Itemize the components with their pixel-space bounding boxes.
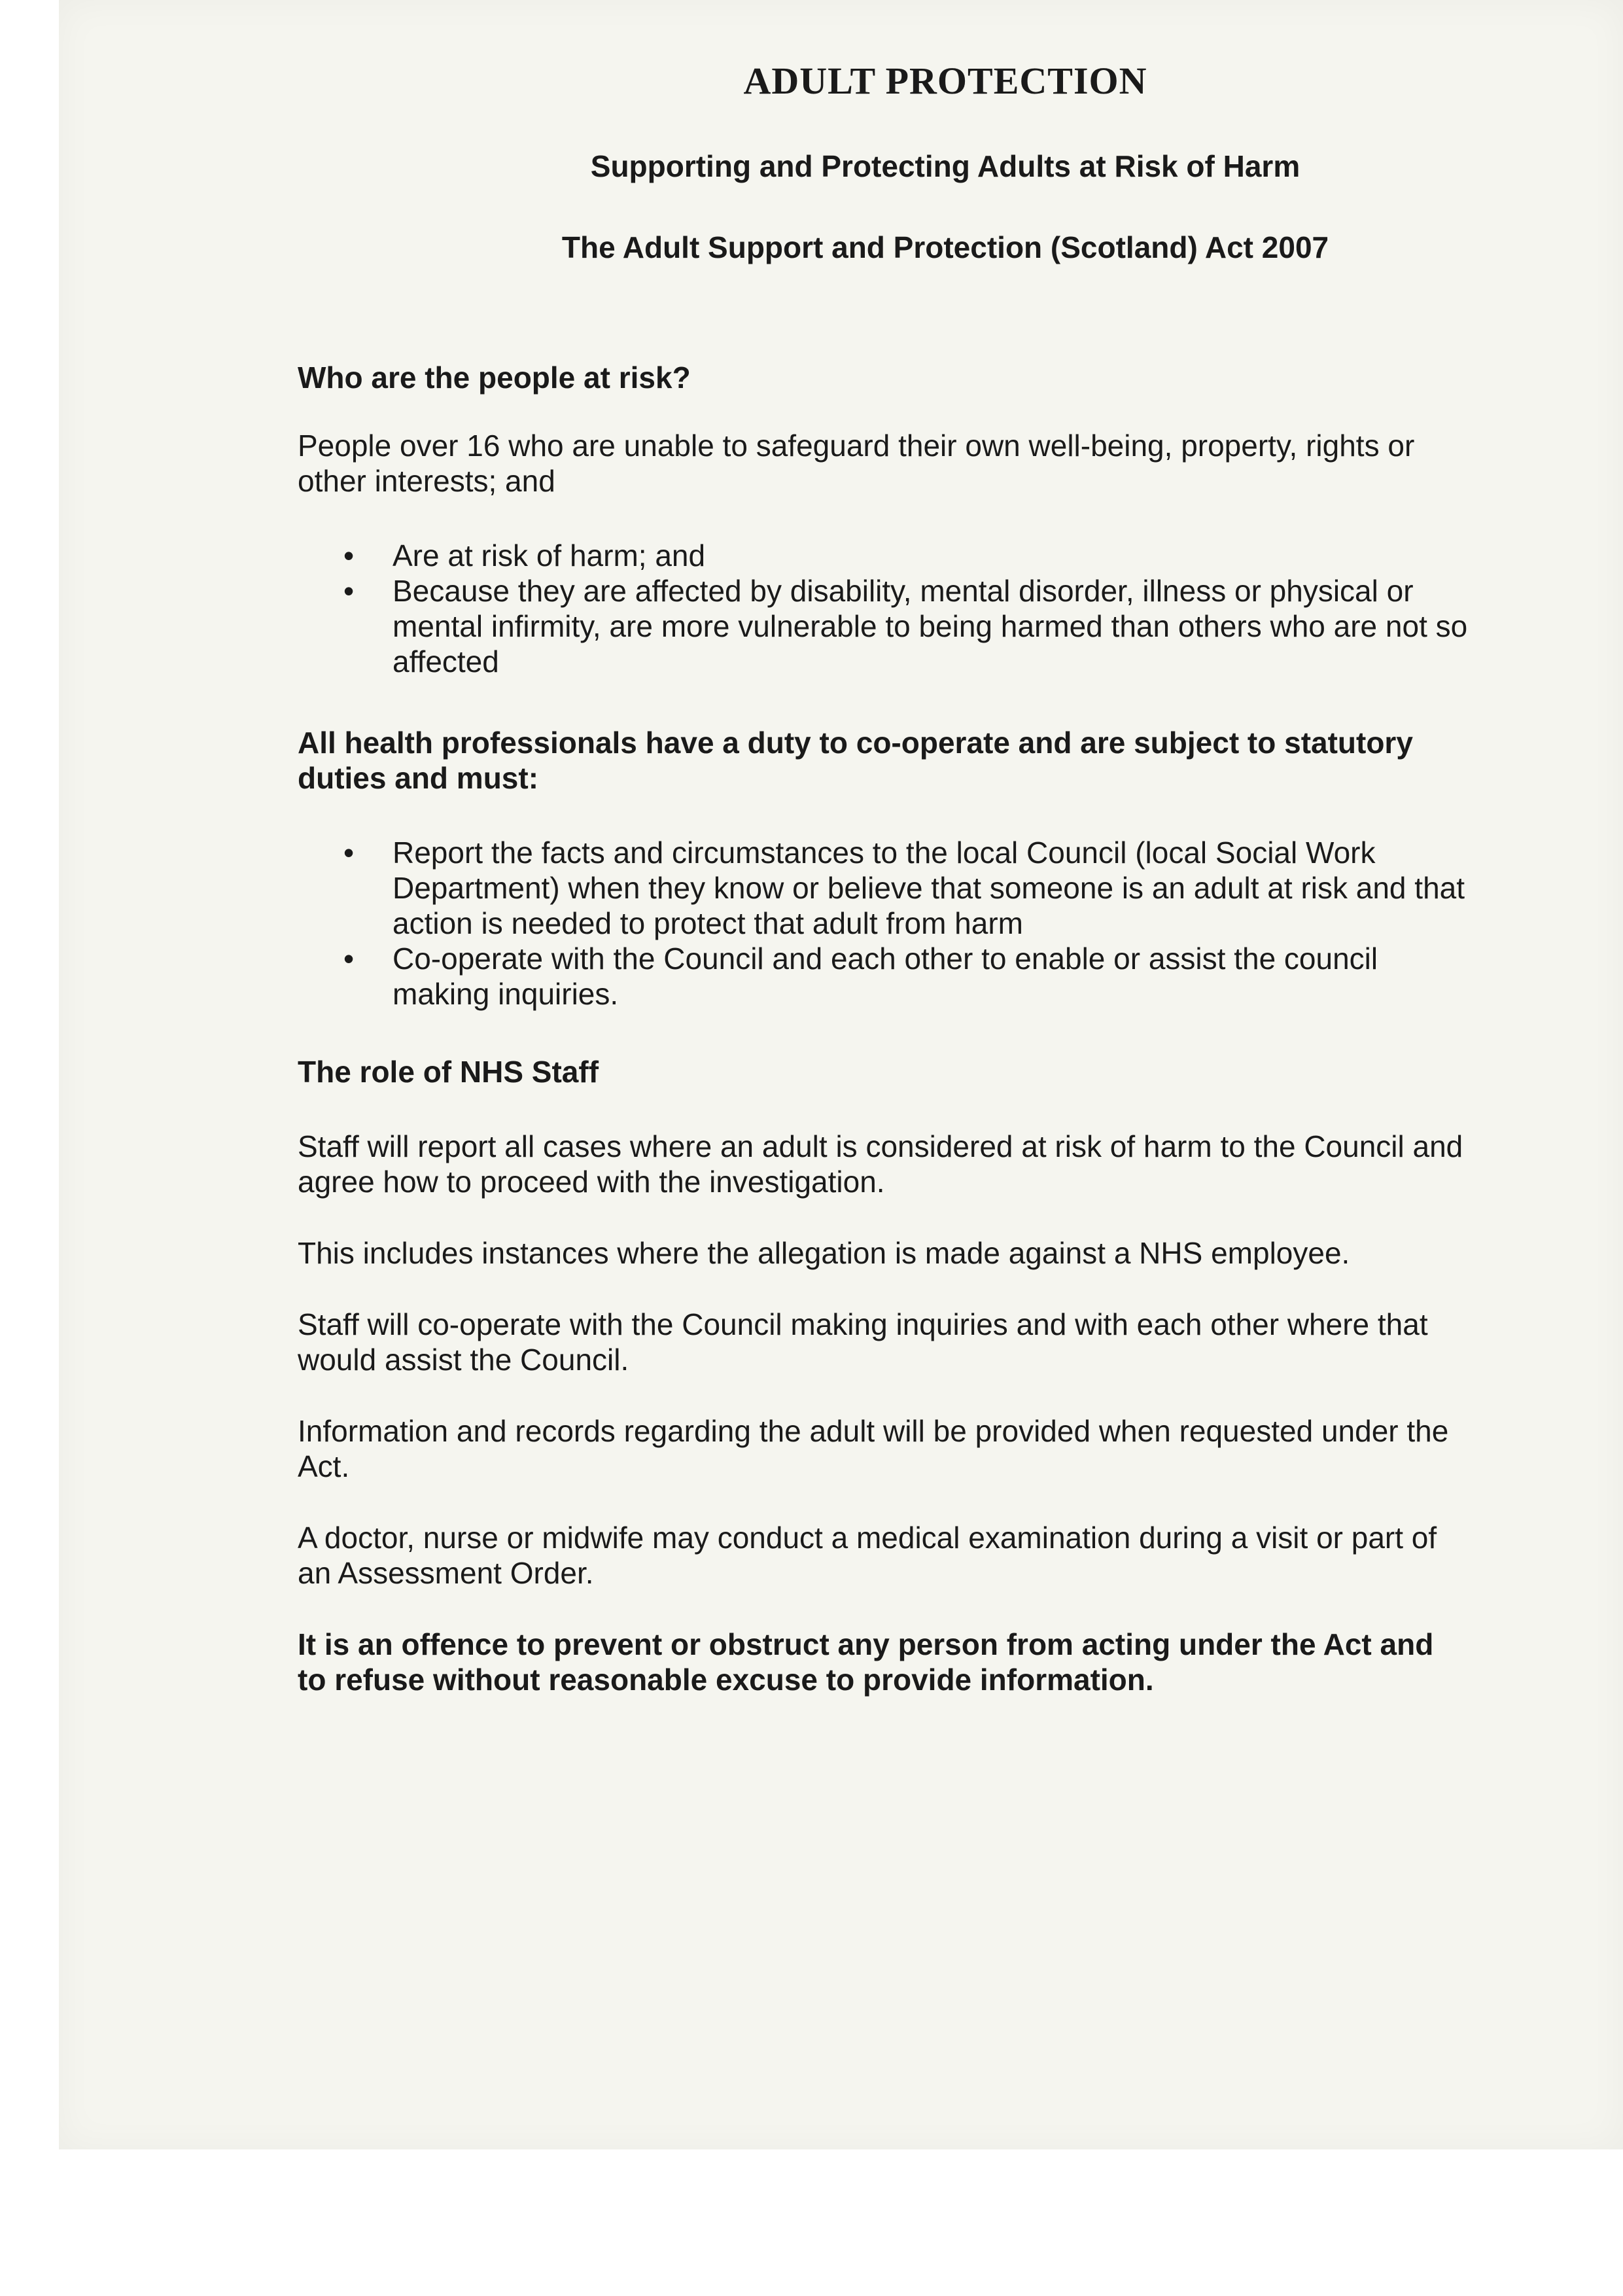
paragraph-role-3: Staff will co-operate with the Council making inquiries and with each other where that would assist the Council. xyxy=(298,1307,1428,1377)
paragraph-role-4: Information and records regarding the adult will be provided when requested under the Act. xyxy=(298,1414,1449,1483)
section-heading-duty: All health professionals have a duty to co-operate and are subject to statutory duties and must: xyxy=(298,726,1413,795)
page-subtitle: Supporting and Protecting Adults at Risk of Harm xyxy=(590,149,1300,183)
paragraph-who-intro: People over 16 who are unable to safeguard their own well-being, property, rights or other interests; and xyxy=(298,429,1415,498)
section-heading-who: Who are the people at risk? xyxy=(298,361,691,395)
section-heading-role: The role of NHS Staff xyxy=(298,1055,599,1089)
act-name: The Adult Support and Protection (Scotland) Act 2007 xyxy=(561,230,1329,264)
list-item: • Because they are affected by disability, mental disorder, illness or physical or mental infirmity, are more vulnerable to being harmed than others who are not so affected xyxy=(393,573,1469,679)
list-item: • Co-operate with the Council and each other to enable or assist the council making inquiries. xyxy=(393,941,1469,1012)
bullet-list-who xyxy=(298,538,1469,679)
paragraph-role-2: This includes instances where the allegation is made against a NHS employee. xyxy=(298,1236,1350,1270)
list-item: • Report the facts and circumstances to the local Council (local Social Work Department) when they know or believe that someone is an adult at risk and that action is needed to protect that adult from harm xyxy=(393,835,1469,941)
bullet-list-duty xyxy=(298,835,1469,1012)
document-body xyxy=(298,39,1469,1697)
list-item: • Are at risk of harm; and xyxy=(393,538,1469,573)
paragraph-role-1: Staff will report all cases where an adult is considered at risk of harm to the Council and agree how to proceed with the investigation. xyxy=(298,1129,1463,1199)
paragraph-role-5: A doctor, nurse or midwife may conduct a medical examination during a visit or part of an Assessment Order. xyxy=(298,1521,1437,1590)
offence-statement: It is an offence to prevent or obstruct any person from acting under the Act and to refuse without reasonable excuse to provide information. xyxy=(298,1627,1434,1697)
page-title: ADULT PROTECTION xyxy=(743,60,1147,102)
